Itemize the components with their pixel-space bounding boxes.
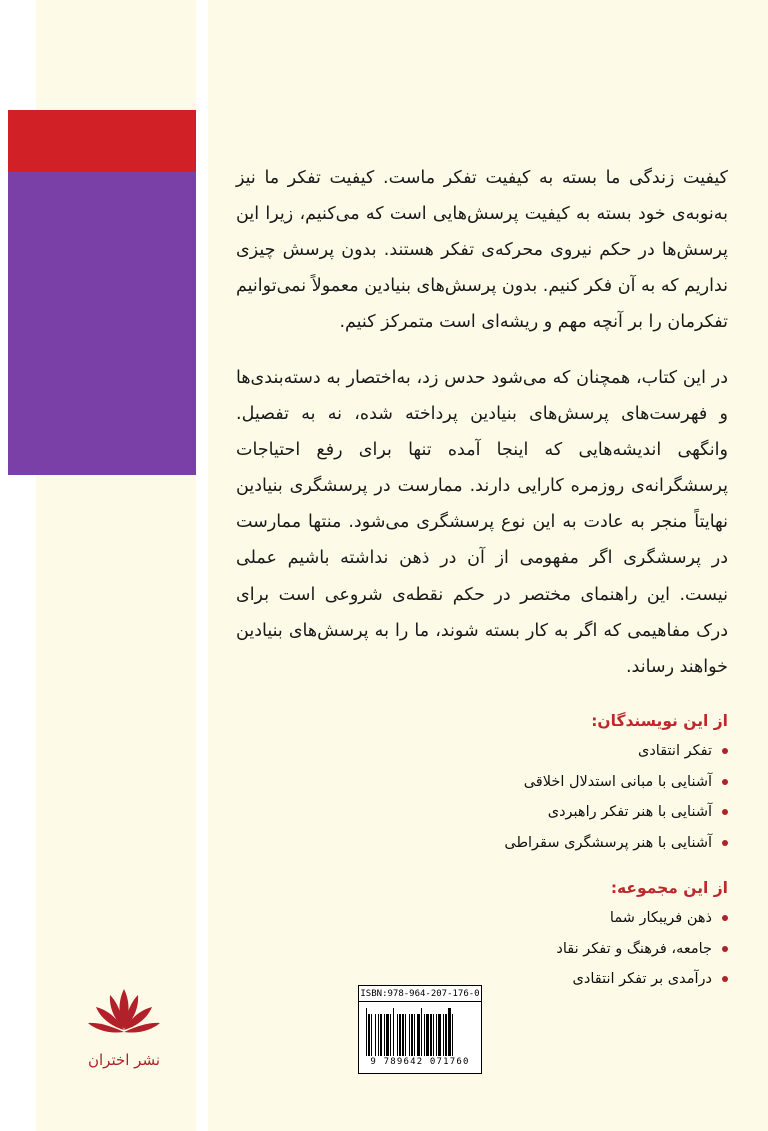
barcode-bars bbox=[366, 1008, 474, 1056]
list-item bbox=[428, 834, 728, 854]
red-color-block bbox=[8, 110, 204, 172]
bullet-dot-icon bbox=[722, 809, 728, 815]
list-title-authors: از این نویسندگان: bbox=[591, 712, 728, 730]
paragraph-1: کیفیت زندگی ما بسته به کیفیت تفکر ماست. کیفیت تفکر ما نیز به‌نوبه‌ی خود بسته به کیفیت پرسش‌هایی است که می‌کنیم، زیرا این پرسش‌ها در حکم نیروی محرکه‌ی تفکر هستند. بدون پرسش چیزی نداریم که به آن فکر کنیم. بدون پرسش‌های بنیادین معمولاً نمی‌توانیم تفکرمان را بر آنچه مهم و ریشه‌ای است متمرکز کنیم. bbox=[236, 168, 728, 333]
publisher-name: نشر اختران bbox=[87, 1051, 161, 1069]
list-item bbox=[428, 742, 728, 762]
list-item-label: درآمدی بر تفکر انتقادی bbox=[572, 971, 712, 988]
list-item-label: تفکر انتقادی bbox=[638, 743, 712, 759]
list-item bbox=[428, 773, 728, 793]
list-item-label: ذهن فریبکار شما bbox=[609, 910, 712, 927]
authors-book-list bbox=[428, 742, 728, 853]
list-item-label: آشنایی با هنر تفکر راهبردی bbox=[547, 804, 712, 821]
bullet-dot-icon bbox=[722, 840, 728, 846]
spine-white-strip bbox=[196, 0, 208, 1131]
list-block-series bbox=[428, 879, 728, 990]
back-cover-text bbox=[236, 160, 728, 705]
bullet-dot-icon bbox=[722, 915, 728, 921]
list-title-series: از این مجموعه: bbox=[610, 879, 728, 898]
paragraph-2: در این کتاب، همچنان که می‌شود حدس زد، به‌اختصار به دسته‌بندی‌ها و فهرست‌های پرسش‌های بنیادین پرداخته شده، نه به تفصیل. وانگهی اندیشه‌هایی که اینجا آمده تنها برای رفع احتیاجات پرسشگرانه‌ی روزمره کارایی دارند. ممارست در پرسشگری بنیادین نهایتاً منجر به عادت به این نوع پرسشگری می‌شود. منتها ممارست در پرسشگری اگر مفهومی از آن در ذهن نداشته باشیم عملی نیست. این راهنمای مختصر در حکم نقطه‌ی شروعی است برای درک مفاهیمی که اگر به کار بسته شوند، ما را به پرسش‌های بنیادین خواهند رساند. bbox=[236, 368, 728, 677]
related-books-lists bbox=[428, 712, 728, 1016]
isbn-text: ISBN:978-964-207-176-0 bbox=[359, 986, 481, 1002]
isbn-barcode bbox=[358, 985, 482, 1074]
bullet-dot-icon bbox=[722, 779, 728, 785]
purple-color-block bbox=[8, 172, 204, 475]
list-item-label: جامعه، فرهنگ و تفکر نقاد bbox=[556, 940, 712, 957]
series-book-list bbox=[428, 909, 728, 990]
lotus-flower-icon bbox=[86, 985, 162, 1043]
list-item bbox=[428, 909, 728, 929]
publisher-logo bbox=[72, 985, 176, 1069]
bullet-dot-icon bbox=[722, 946, 728, 952]
barcode-digits: 9 789642 071760 bbox=[370, 1057, 470, 1067]
list-block-authors bbox=[428, 712, 728, 853]
bullet-dot-icon bbox=[722, 976, 728, 982]
barcode-graphic bbox=[359, 1002, 481, 1073]
list-item-label: آشنایی با هنر پرسشگری سقراطی bbox=[504, 834, 712, 851]
list-item-label: آشنایی با مبانی استدلال اخلاقی bbox=[523, 773, 712, 790]
list-item bbox=[428, 803, 728, 823]
list-item bbox=[428, 940, 728, 960]
bullet-dot-icon bbox=[722, 748, 728, 754]
